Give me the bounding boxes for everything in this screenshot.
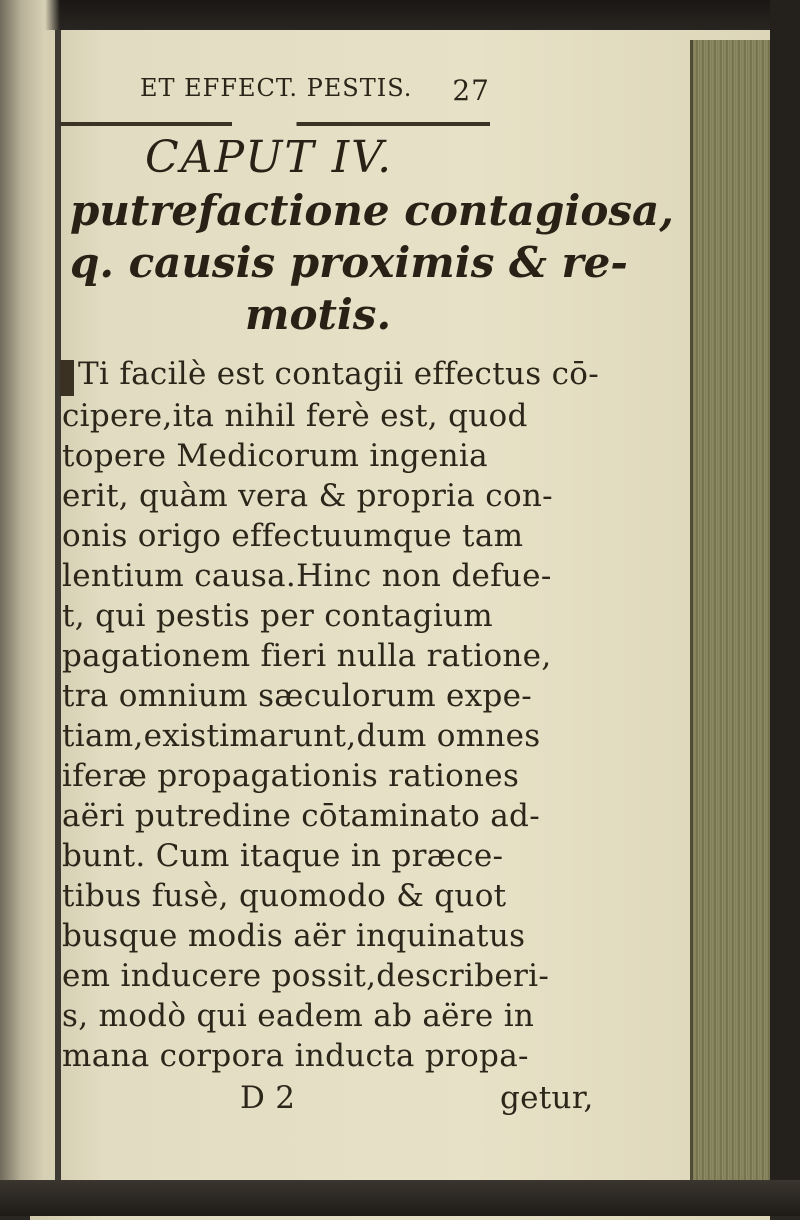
catchword: getur, — [500, 1080, 594, 1116]
body-line: t, qui pestis per contagium — [62, 598, 493, 634]
running-header — [140, 74, 490, 114]
body-line: mana corpora inducta propa- — [62, 1038, 529, 1074]
signature-mark: D 2 — [240, 1080, 296, 1116]
body-line: pagationem fieri nulla ratione, — [62, 638, 552, 674]
body-line: erit, quàm vera & propria con- — [62, 478, 553, 514]
bottom-shadow — [0, 1180, 800, 1216]
body-line: em inducere possit,describeri- — [62, 958, 550, 994]
drop-cap-mark — [60, 360, 74, 396]
body-line: tiam,existimarunt,dum omnes — [62, 718, 541, 754]
running-title: ET EFFECT. PESTIS. — [140, 74, 413, 102]
chapter-heading-line: q. causis proximis & re- — [70, 238, 628, 287]
page-edges — [690, 40, 773, 1190]
chapter-title: CAPUT IV. — [145, 132, 394, 183]
chapter-heading-line: putrefactione contagiosa, — [70, 186, 674, 235]
body-line: iferæ propagationis rationes — [62, 758, 520, 794]
page-fold — [0, 0, 60, 1216]
body-line: topere Medicorum ingenia — [62, 438, 488, 474]
body-line: s, modò qui eadem ab aëre in — [62, 998, 535, 1034]
body-line: bunt. Cum itaque in præce- — [62, 838, 504, 874]
chapter-heading-line: motis. — [245, 290, 392, 339]
body-line: busque modis aër inquinatus — [62, 918, 526, 954]
background-edge — [770, 0, 800, 1216]
binding-gutter — [55, 30, 61, 1180]
page-number: 27 — [452, 74, 490, 107]
body-line: aëri putredine cōtaminato ad- — [62, 798, 540, 834]
body-line: cipere,ita nihil ferè est, quod — [62, 398, 528, 434]
body-line: onis origo effectuumque tam — [62, 518, 524, 554]
body-line: tibus fusè, quomodo & quot — [62, 878, 507, 914]
header-rule — [60, 122, 490, 126]
body-line: tra omnium sæculorum expe- — [62, 678, 533, 714]
body-line: lentium causa.Hinc non defue- — [62, 558, 552, 594]
body-line: Ti facilè est contagii effectus cō- — [78, 356, 600, 392]
